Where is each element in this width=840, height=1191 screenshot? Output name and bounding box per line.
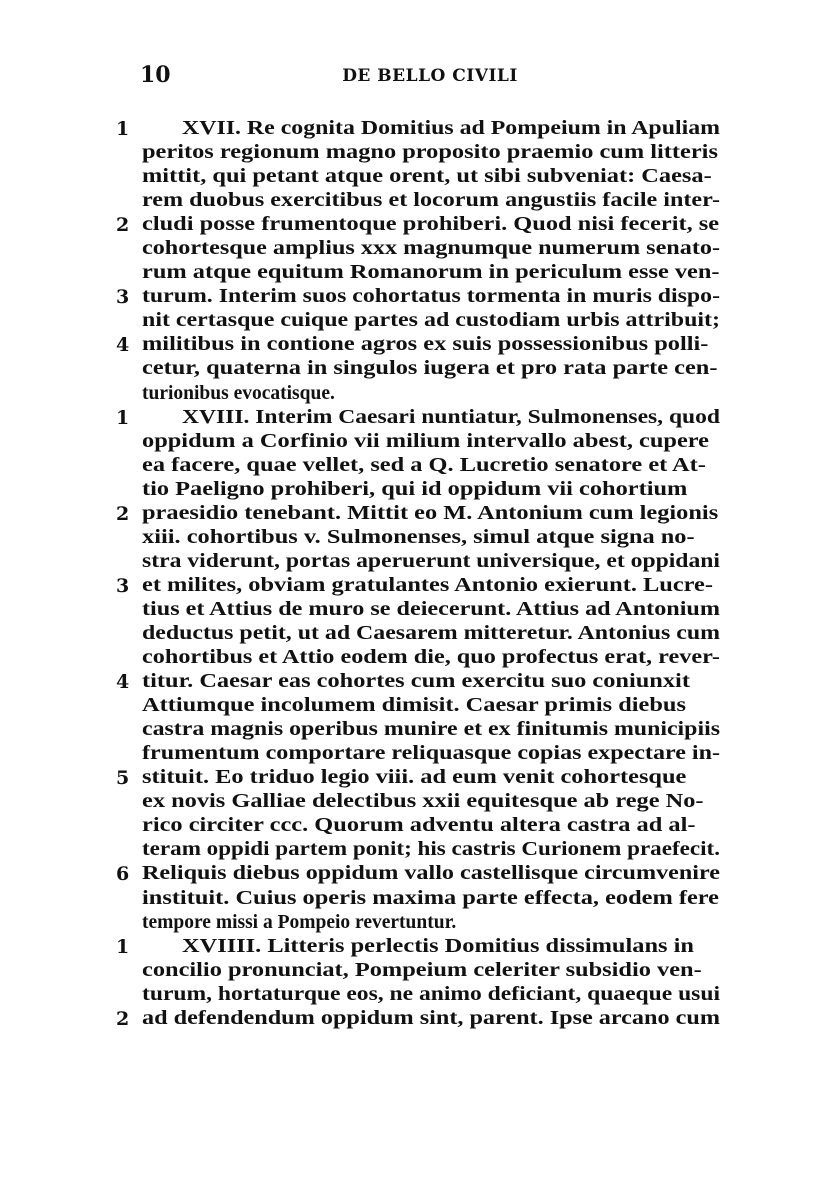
text-line bbox=[110, 502, 720, 526]
line-text: turionibus evocatisque. bbox=[142, 382, 335, 404]
text-line bbox=[110, 574, 720, 598]
text-line bbox=[110, 285, 720, 309]
line-text: xiii. cohortibus v. Sulmonenses, simul atque signa no- bbox=[142, 526, 695, 548]
text-line bbox=[110, 838, 720, 862]
text-line bbox=[110, 887, 720, 911]
text-line bbox=[110, 141, 720, 165]
line-text: peritos regionum magno proposito praemio cum litteris bbox=[142, 142, 718, 164]
text-line bbox=[110, 742, 720, 766]
section-number: 4 bbox=[116, 671, 130, 694]
text-line bbox=[110, 1007, 720, 1031]
text-line bbox=[110, 526, 720, 550]
line-text: turum. Interim suos cohortatus tormenta in muris dispo- bbox=[142, 286, 720, 308]
section-number: 5 bbox=[116, 767, 130, 790]
line-text: XVII. Re cognita Domitius ad Pompeium in Apuliam bbox=[182, 118, 720, 139]
line-text: instituit. Cuius operis maxima parte effecta, eodem fere bbox=[142, 887, 719, 909]
text-line bbox=[110, 309, 720, 333]
line-text: ea facere, quae vellet, sed a Q. Lucretio senatore et At- bbox=[142, 454, 706, 476]
line-text: tio Paeligno prohiberi, qui id oppidum vii cohortium bbox=[142, 478, 688, 500]
line-text: praesidio tenebant. Mittit eo M. Antonium cum legionis bbox=[142, 502, 719, 524]
section-number: 3 bbox=[116, 574, 130, 597]
text-line bbox=[110, 261, 720, 285]
line-text: cohortesque amplius xxx magnumque numerum senato- bbox=[142, 238, 720, 260]
line-text: rem duobus exercitibus et locorum angustiis facile inter- bbox=[142, 190, 720, 212]
line-text: nit certasque cuique partes ad custodiam urbis attribuit; bbox=[142, 310, 720, 332]
text-line bbox=[110, 478, 720, 502]
text-line bbox=[110, 935, 720, 959]
line-text: titur. Caesar eas cohortes cum exercitu suo coniunxit bbox=[142, 671, 690, 693]
line-text: tempore missi a Pompeio revertuntur. bbox=[142, 911, 457, 933]
line-text: cludi posse frumentoque prohiberi. Quod nisi fecerit, se bbox=[142, 214, 720, 236]
line-text: turum, hortaturque eos, ne animo deficiant, quaeque usui bbox=[142, 983, 720, 1005]
text-line bbox=[110, 694, 720, 718]
text-line bbox=[110, 213, 720, 237]
text-line bbox=[110, 382, 720, 406]
line-text: rum atque equitum Romanorum in periculum esse ven- bbox=[142, 262, 720, 284]
text-line bbox=[110, 117, 720, 141]
line-text: stituit. Eo triduo legio viii. ad eum venit cohortesque bbox=[142, 767, 687, 789]
text-line bbox=[110, 646, 720, 670]
line-text: frumentum comportare reliquasque copias expectare in- bbox=[142, 743, 720, 765]
line-text: stra viderunt, portas aperuerunt universique, et oppidani bbox=[142, 550, 720, 572]
text-line bbox=[110, 454, 720, 478]
text-line bbox=[110, 814, 720, 838]
text-line bbox=[110, 430, 720, 454]
line-text: Attiumque incolumem dimisit. Caesar primis diebus bbox=[142, 695, 686, 717]
line-text: et milites, obviam gratulantes Antonio exierunt. Lucre- bbox=[142, 574, 713, 596]
line-text: rico circiter ccc. Quorum adventu altera castra ad al- bbox=[142, 815, 696, 837]
section-number: 1 bbox=[116, 118, 130, 140]
section-number: 2 bbox=[116, 1007, 130, 1030]
page-header bbox=[140, 62, 720, 102]
section-number: 1 bbox=[116, 935, 130, 958]
running-title: DE BELLO CIVILI bbox=[342, 66, 518, 86]
text-line bbox=[110, 718, 720, 742]
text-line bbox=[110, 959, 720, 983]
text-line bbox=[110, 911, 720, 935]
section-number: 3 bbox=[116, 286, 130, 309]
page-number: 10 bbox=[140, 62, 171, 88]
text-line bbox=[110, 983, 720, 1007]
line-text: oppidum a Corfinio vii milium intervallo abest, cupere bbox=[142, 430, 709, 452]
line-text: ad defendendum oppidum sint, parent. Ipse arcano cum bbox=[142, 1007, 720, 1029]
section-number: 2 bbox=[116, 214, 130, 237]
text-line bbox=[110, 862, 720, 886]
text-line bbox=[110, 357, 720, 381]
line-text: militibus in contione agros ex suis possessionibus polli- bbox=[142, 334, 709, 356]
section-number: 6 bbox=[116, 863, 130, 886]
text-line bbox=[110, 550, 720, 574]
text-line bbox=[110, 766, 720, 790]
line-text: XVIII. Interim Caesari nuntiatur, Sulmonenses, quod bbox=[182, 406, 720, 428]
line-text: deductus petit, ut ad Caesarem mitteretur. Antonius cum bbox=[142, 622, 720, 644]
line-text: teram oppidi partem ponit; his castris Curionem praefecit. bbox=[142, 839, 720, 861]
line-text: tius et Attius de muro se deiecerunt. Attius ad Antonium bbox=[142, 598, 720, 620]
text-line bbox=[110, 670, 720, 694]
section-number: 4 bbox=[116, 334, 130, 357]
text-line bbox=[110, 622, 720, 646]
line-text: cohortibus et Attio eodem die, quo profectus erat, rever- bbox=[142, 647, 720, 669]
text-line bbox=[110, 333, 720, 357]
line-text: Reliquis diebus oppidum vallo castellisque circumvenire bbox=[142, 863, 720, 885]
text-line bbox=[110, 790, 720, 814]
text-line bbox=[110, 189, 720, 213]
body-text bbox=[110, 117, 720, 1031]
line-text: ex novis Galliae delectibus xxii equitesque ab rege No- bbox=[142, 791, 704, 813]
line-text: cetur, quaterna in singulos iugera et pro rata parte cen- bbox=[142, 358, 718, 380]
line-text: concilio pronunciat, Pompeium celeriter subsidio ven- bbox=[142, 959, 702, 981]
section-number: 1 bbox=[116, 406, 130, 429]
line-text: mittit, qui petant atque orent, ut sibi subveniat: Caesa- bbox=[142, 166, 712, 188]
text-line bbox=[110, 598, 720, 622]
line-text: XVIIII. Litteris perlectis Domitius dissimulans in bbox=[182, 935, 694, 957]
text-line bbox=[110, 165, 720, 189]
section-number: 2 bbox=[116, 502, 130, 525]
line-text: castra magnis operibus munire et ex finitumis municipiis bbox=[142, 719, 720, 741]
text-line bbox=[110, 237, 720, 261]
text-line bbox=[110, 406, 720, 430]
